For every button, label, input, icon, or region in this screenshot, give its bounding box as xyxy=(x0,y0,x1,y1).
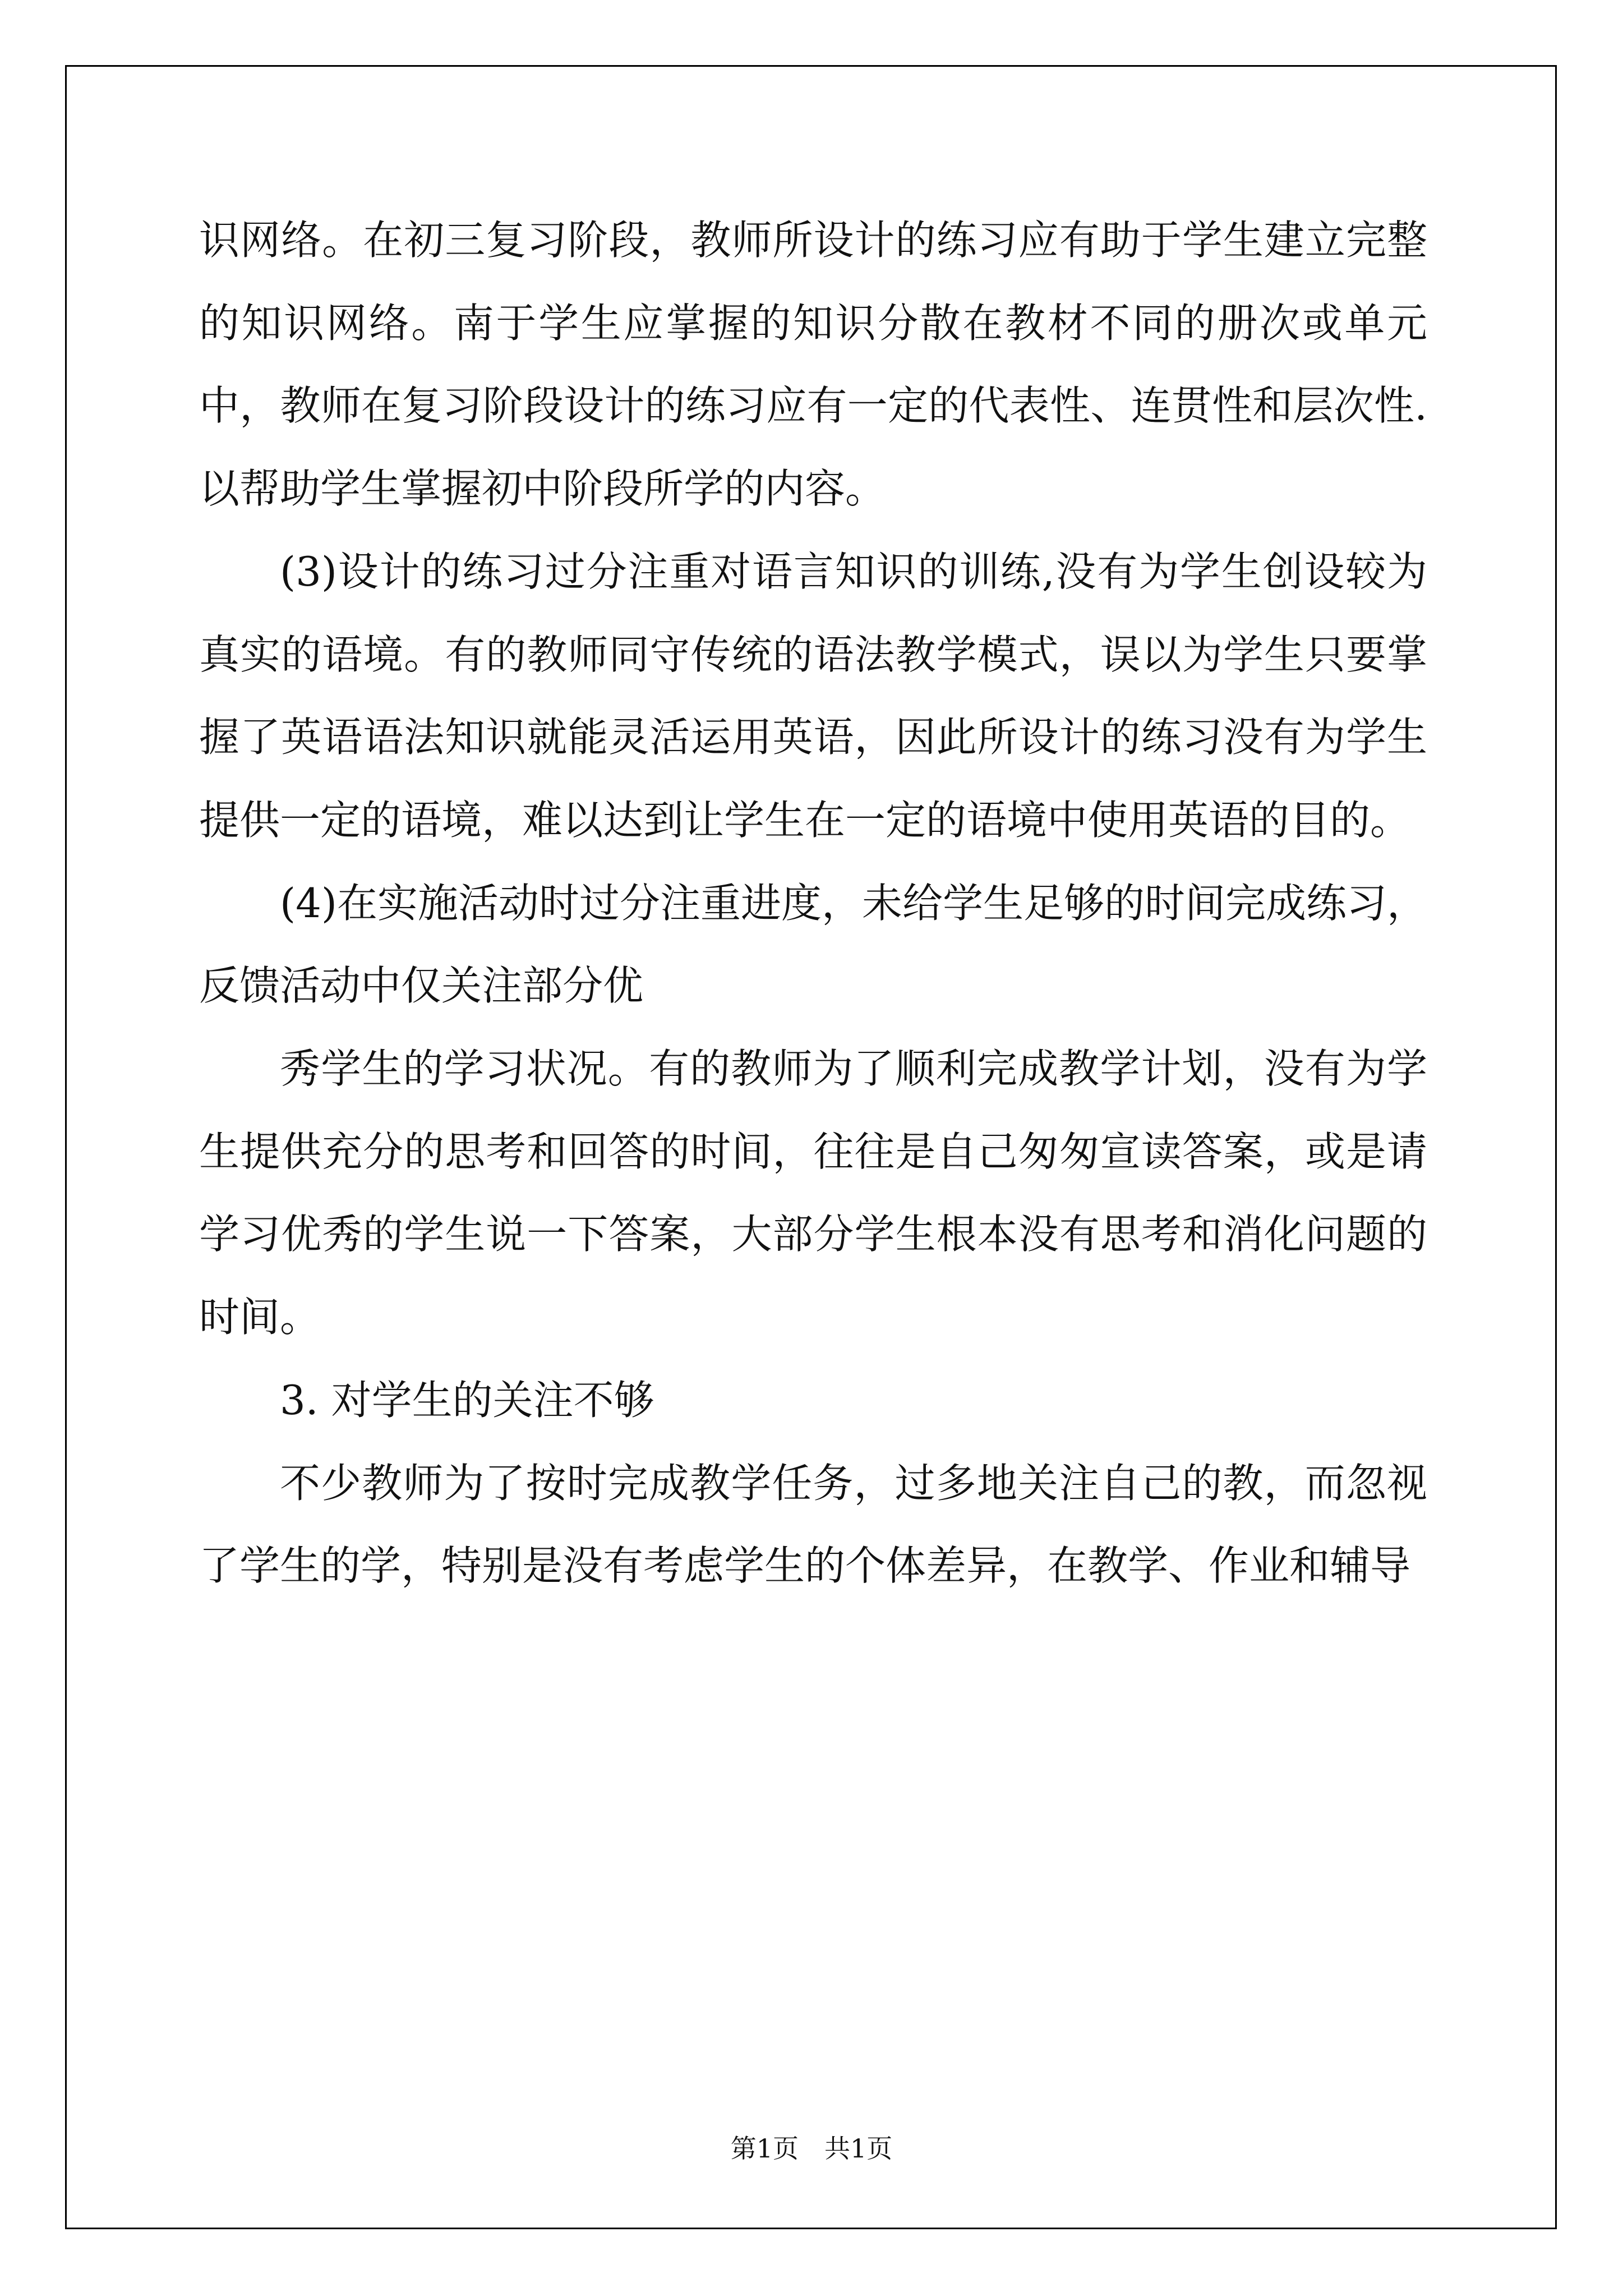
section-heading: 3. 对学生的关注不够 xyxy=(280,1376,654,1424)
page-footer xyxy=(0,2132,1623,2165)
paragraph-4: 秀学生的学习状况。有的教师为了顺利完成教学计划，没有为学生提供充分的思考和回答的时间，往往是自己匆匆宣读答案，或是请学习优秀的学生说一下答案，大部分学生根本没有思考和消化问题的时间。 xyxy=(199,1045,1427,1341)
paragraph-5: 不少教师为了按时完成教学任务，过多地关注自己的教，而忽视了学生的学，特别是没有考虑学生的个体差异，在教学、作业和辅导 xyxy=(199,1459,1427,1590)
page-number: 第1页 xyxy=(730,2133,799,2164)
paragraph-2: (3)设计的练习过分注重对语言知识的训练,没有为学生创设较为真实的语境。有的教师同守传统的语法教学模式，误以为学生只要掌握了英语语法知识就能灵活运用英语，因此所设计的练习没有为学生提供一定的语境，难以达到让学生在一定的语境中使用英语的目的。 xyxy=(199,547,1427,844)
document-body xyxy=(199,199,1427,1608)
paragraph-3: (4)在实施活动时过分注重进度，未给学生足够的时间完成练习，反馈活动中仅关注部分优 xyxy=(199,879,1427,1010)
paragraph-1: 识网络。在初三复习阶段，教师所设计的练习应有助于学生建立完整的知识网络。南于学生应掌握的知识分散在教材不同的册次或单元中，教师在复习阶段设计的练习应有一定的代表性、连贯性和层次性. 以帮助学生掌握初中阶段所学的内容。 xyxy=(199,217,1427,513)
page-total: 共1页 xyxy=(824,2133,893,2164)
